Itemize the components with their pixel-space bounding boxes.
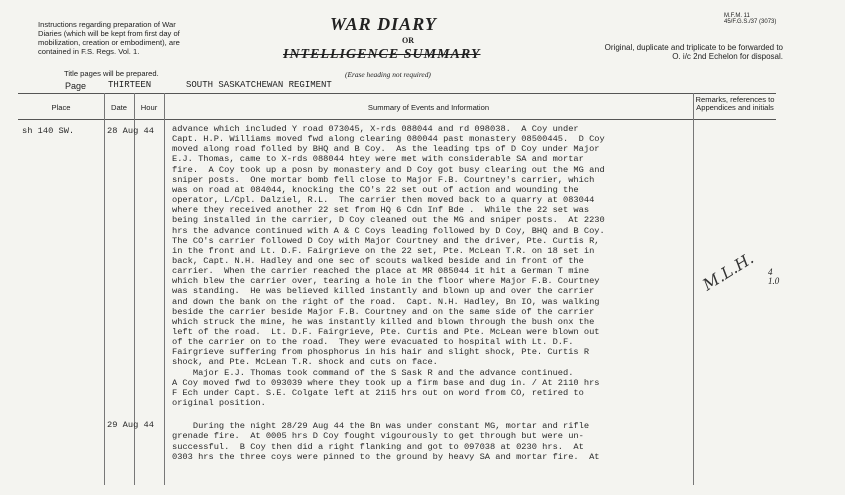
form-reference: M.F.M. 11 45/F.G.S./37 (3073) [724, 13, 777, 25]
entry-place: sh 140 SW. [22, 126, 75, 136]
page-number: THIRTEEN [108, 80, 152, 90]
summary-line: where they received another 22 set from HQ 6 Cdn Inf Bde . While the 22 set was [172, 205, 590, 216]
summary-line: carrier. When the carrier reached the place at MR 085044 it hit a German T mine [172, 266, 590, 277]
column-divider [104, 93, 105, 485]
column-divider [693, 93, 694, 485]
column-header-date: Date [110, 103, 128, 112]
summary-line: moved along road folled by BHQ and B Coy. As the leading tps of D Coy under Major [172, 144, 600, 155]
summary-line: operator, L/Cpl. Dalziel, R.L. The carrier then moved back to a quarry at 083044 [172, 195, 595, 206]
summary-line: 0303 hrs the three coys were pinned to the ground by heavy SA and mortar fire. At [172, 451, 600, 462]
summary-line: hrs the advance continued with A & C Coys leading followed by D Coy, BHQ and B Coy. [172, 225, 605, 236]
column-header-remarks: Remarks, references to Appendices and initials [695, 95, 775, 112]
summary-line: Capt. H.P. Williams moved fwd along clearing 080044 past monastery 08500445. D Coy [172, 134, 605, 145]
title-pages-note: Title pages will be prepared. [64, 69, 159, 78]
summary-line: which blew the carrier over, tearing a hole in the floor where Major F.B. Courtney [172, 276, 600, 287]
summary-line: E.J. Thomas, came to X-rds 088044 htey were met with considerable SA and mortar [172, 154, 584, 165]
summary-line: back, Capt. N.H. Hadley and one sec of scouts walked beside and in front of the [172, 255, 584, 266]
column-header-summary: Summary of Events and Information [367, 103, 490, 112]
column-header-hour: Hour [140, 103, 158, 112]
summary-line: beside the carrier beside Major F.B. Courtney and on the same side of the carrier [172, 306, 595, 317]
summary-line: fire. A Coy took up a posn by monastery and D Coy got busy clearing out the MG and [172, 164, 605, 175]
column-divider [164, 93, 165, 485]
summary-line: and down the bank on the right of the road. Capt. N.H. Hadley, Bn IO, was walking [172, 296, 600, 307]
summary-line: original position. [172, 398, 266, 409]
handwritten-initials: M.L.H. [699, 248, 757, 295]
column-header-place: Place [51, 103, 71, 112]
summary-line: shock, and Pte. McLean T.R. shock and cuts on face. [172, 357, 438, 368]
instructions-note: Instructions regarding preparation of War Diaries (which will be kept from first day of mobilization, creation or embodiment), are contained in F.S. Regs. Vol. 1. [38, 20, 180, 56]
initials-note: 4 1.0 [768, 267, 780, 286]
intelligence-summary-title: INTELLIGENCE SUMMARY [283, 47, 481, 62]
summary-line: being installed in the carrier, D Coy cleaned out the MG and sniper posts. At 2230 [172, 215, 605, 226]
summary-line: F Ech under Capt. S.E. Colgate left at 2115 hrs out on word from CO, retired to [172, 387, 584, 398]
page-label: Page [65, 81, 87, 91]
summary-line: The CO's carrier followed D Coy with Major Courtney and the driver, Pte. Curtis R, [172, 235, 600, 246]
summary-line: was standing. He was believed killed instantly and blown up and over the carrier [172, 286, 595, 297]
table-header-border [18, 119, 776, 120]
summary-line: Major E.J. Thomas took command of the S Sask R and the advance continued. [172, 367, 574, 378]
page-title: WAR DIARY [330, 14, 437, 34]
summary-line: which struck the mine, he was instantly killed and blown through the bush onx the [172, 316, 595, 327]
entry-date: 29 Aug 44 [107, 420, 154, 430]
summary-line: A Coy moved fwd to 093039 where they took up a firm base and dug in. / At 2110 hrs [172, 377, 600, 388]
summary-line: grenade fire. At 0005 hrs D Coy fought vigourously to get through but were un- [172, 431, 584, 442]
original-copies-note: Original, duplicate and triplicate to be forwarded to O. i/c 2nd Echelon for disposal. [604, 43, 783, 61]
table-top-border [18, 93, 776, 94]
erase-heading-note: (Erase heading not required) [345, 70, 431, 79]
summary-line: was on road at 084044, knocking the CO's 22 set out of action and wounding the [172, 184, 579, 195]
or-word: OR [402, 36, 414, 45]
entry-date: 28 Aug 44 [107, 126, 154, 136]
summary-line: left of the road. Lt. D.F. Fairgrieve, Pte. Curtis and Pte. McLean were blown out [172, 327, 600, 337]
summary-line: sniper posts. One mortar bomb fell close to Major F.B. Courtney's carrier, which [172, 174, 595, 185]
summary-line: successful. B Coy then did a right flanking and got to 097038 at 0230 hrs. At [172, 441, 584, 452]
summary-line: of the carrier on to the road. They were evacuated to hospital with Lt. D.F. [172, 337, 574, 348]
summary-line: During the night 28/29 Aug 44 the Bn was under constant MG, mortar and rifle [172, 421, 590, 431]
summary-line: advance which included Y road 073045, X-rds 088044 and rd 098038. A Coy under [172, 124, 579, 134]
unit-name: SOUTH SASKATCHEWAN REGIMENT [186, 80, 332, 90]
summary-line: in the front and Lt. D.F. Fairgrieve on the 22 set, Pte. McLean T.R. on 18 set in [172, 245, 595, 256]
summary-line: Fairgrieve suffering from phosphorus in his hair and slight shock, Pte. Curtis R [172, 347, 590, 358]
